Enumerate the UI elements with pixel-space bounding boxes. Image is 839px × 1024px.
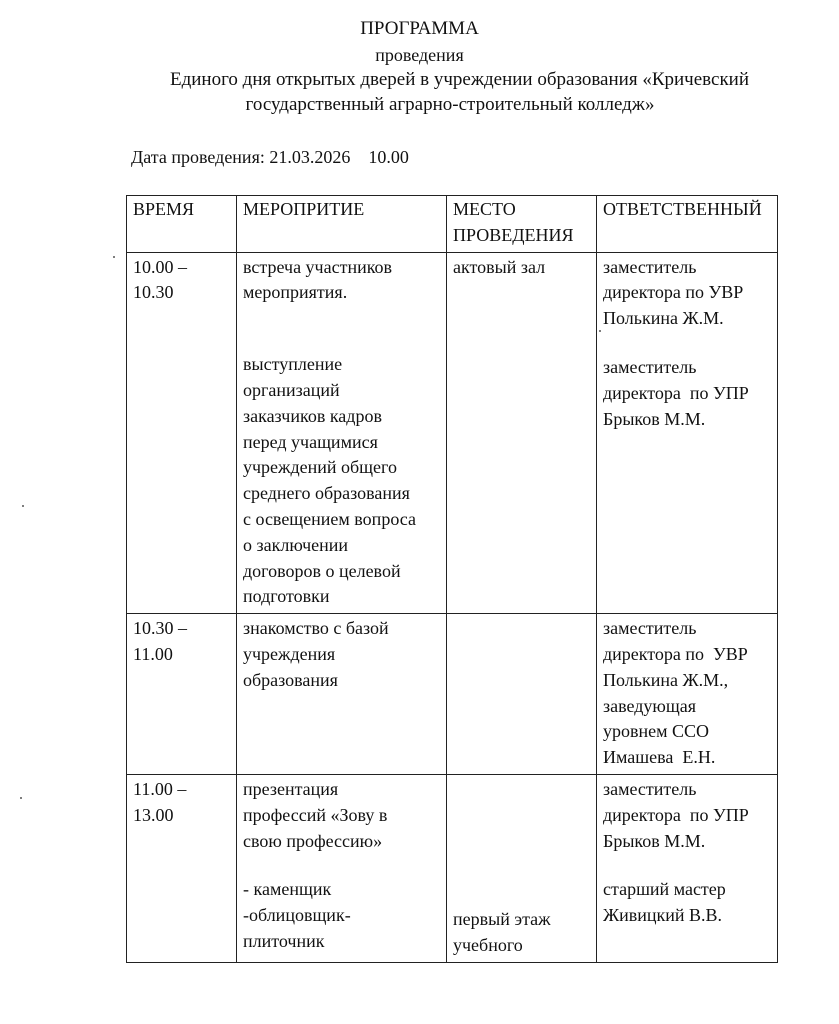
place-line: учебного [453,934,523,955]
event-line: о заключении [243,534,349,555]
place-cell [447,614,597,775]
responsible-line: уровнем ССО [603,721,710,742]
responsible-line: Брыков М.М. [603,408,706,429]
event-line: мероприятия. [243,282,348,303]
event-line: плиточник [243,930,325,951]
event-line: встреча участников [243,256,393,277]
place-line: первый этаж [453,908,551,929]
event-line: договоров о целевой [243,560,401,581]
place-cell: актовый зал [447,252,597,614]
time-cell [127,252,237,614]
event-line: подготовки [243,586,330,607]
table-header-row [127,196,778,253]
event-line: свою профессию» [243,830,383,851]
event-line: презентация [243,778,339,799]
event-line: среднего образования [243,483,410,504]
header-place-line-1: МЕСТО [453,199,516,219]
scan-speck [599,330,601,332]
time-start: 11.00 – [133,778,187,799]
time-cell [127,774,237,962]
event-line: заказчиков кадров [243,405,382,426]
time-end: 10.30 [133,282,174,303]
event-cell [237,614,447,775]
event-line: учреждения [243,643,336,664]
program-heading-line-2: государственный аграрно-строительный колледж» [245,94,655,115]
event-line: -облицовщик- [243,905,351,926]
responsible-cell [597,614,778,775]
responsible-line: директора по УВР [603,643,748,664]
table-row [127,614,778,775]
program-heading-line-1: Единого дня открытых дверей в учреждении образования «Кричевский [169,69,750,90]
responsible-line: Полькина Ж.М. [603,308,724,329]
responsible-line: старший мастер [603,879,726,900]
date-value: 21.03.2026 [269,147,351,167]
time-end: 11.00 [133,643,173,664]
responsible-line: Полькина Ж.М., [603,669,729,690]
header-event: МЕРОПРИТИЕ [237,196,447,253]
event-line: знакомство с базой [243,618,389,639]
responsible-line: директора по УВР [603,282,744,303]
responsible-cell [597,252,778,614]
scan-speck [20,797,22,799]
time-cell [127,614,237,775]
table-row [127,774,778,962]
responsible-line: заместитель [603,256,697,277]
responsible-line: директора по УПР [603,382,749,403]
start-time: 10.00 [368,147,409,167]
event-line: с освещением вопроса [243,508,416,529]
event-line: организаций [243,379,340,400]
responsible-line: Брыков М.М. [603,830,706,851]
place-cell [447,774,597,962]
program-subtitle: проведения [375,45,464,65]
table-row [127,252,778,614]
header-time: ВРЕМЯ [127,196,237,253]
responsible-line: заместитель [603,618,697,639]
time-end: 13.00 [133,804,174,825]
event-cell [237,252,447,614]
program-title: ПРОГРАММА [360,18,479,39]
header-place [447,196,597,253]
responsible-line: заведующая [603,695,696,716]
event-line: перед учащимися [243,431,378,452]
responsible-line: заместитель [603,356,697,377]
event-date-line [131,146,409,168]
responsible-line: заместитель [603,778,697,799]
scan-speck [22,505,24,507]
header-place-line-2: ПРОВЕДЕНИЯ [453,224,574,245]
scan-speck [113,256,115,258]
responsible-cell [597,774,778,962]
event-line: профессий «Зову в [243,804,388,825]
responsible-line: Имашева Е.Н. [603,747,716,768]
event-line: - каменщик [243,879,332,900]
program-schedule-table [126,195,778,963]
event-cell [237,774,447,962]
date-label: Дата проведения: [131,147,265,167]
event-line: образования [243,669,338,690]
responsible-line: Живицкий В.В. [603,905,723,926]
header-responsible: ОТВЕТСТВЕННЫЙ [597,196,778,253]
responsible-line: директора по УПР [603,804,749,825]
time-start: 10.00 – [133,256,187,277]
event-line: учреждений общего [243,457,397,478]
time-start: 10.30 – [133,618,187,639]
event-line: выступление [243,354,343,375]
